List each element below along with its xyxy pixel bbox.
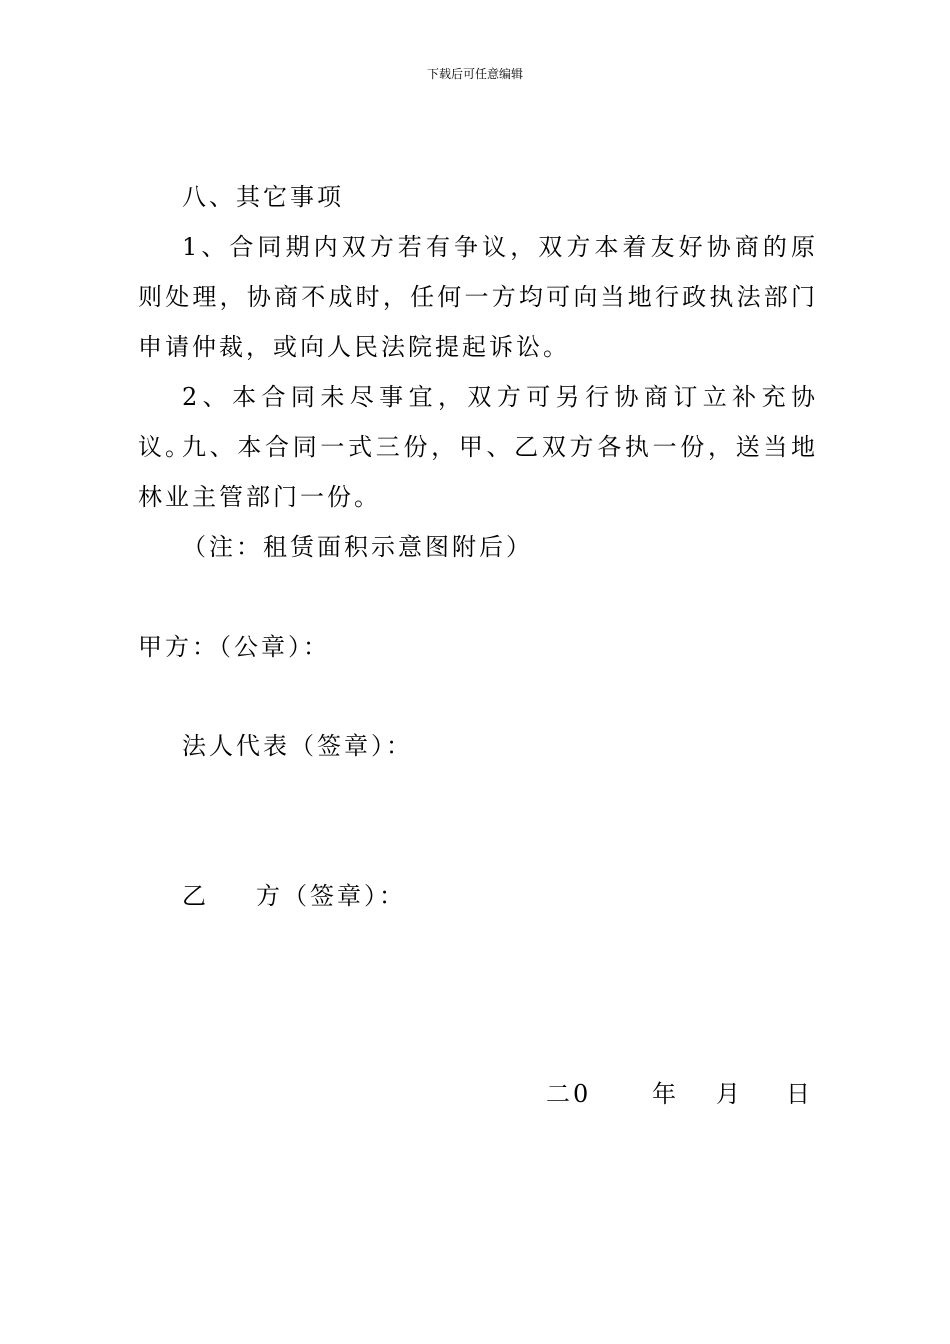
section-8-item-2: 2、本合同未尽事宜，双方可另行协商订立补充协议。 (138, 383, 818, 461)
party-b-char: 乙 (182, 882, 209, 910)
date-line (546, 1079, 813, 1109)
date-day: 日 (786, 1080, 813, 1108)
attachment-note: （注：租赁面积示意图附后） (182, 533, 533, 561)
section-8-title: 八、其它事项 (182, 183, 344, 211)
section-9: 九、本合同一式三份，甲、乙双方各执一份，送当地林业主管部门一份。 (138, 433, 818, 511)
party-b-signature-line (182, 881, 406, 911)
section-8-item-1: 1、合同期内双方若有争议，双方本着友好协商的原则处理，协商不成时，任何一方均可向当地行政执法部门申请仲裁，或向人民法院提起诉讼。 (138, 233, 818, 361)
party-a-seal-line: 甲方：（公章）： (138, 633, 330, 661)
date-year: 年 (652, 1080, 679, 1108)
party-b-label: 方（签章）： (256, 882, 406, 910)
legal-representative-line: 法人代表（签章）： (182, 732, 413, 760)
date-prefix: 二0 (546, 1080, 592, 1108)
page-header: 下载后可任意编辑 (426, 67, 523, 81)
date-month: 月 (716, 1080, 743, 1108)
